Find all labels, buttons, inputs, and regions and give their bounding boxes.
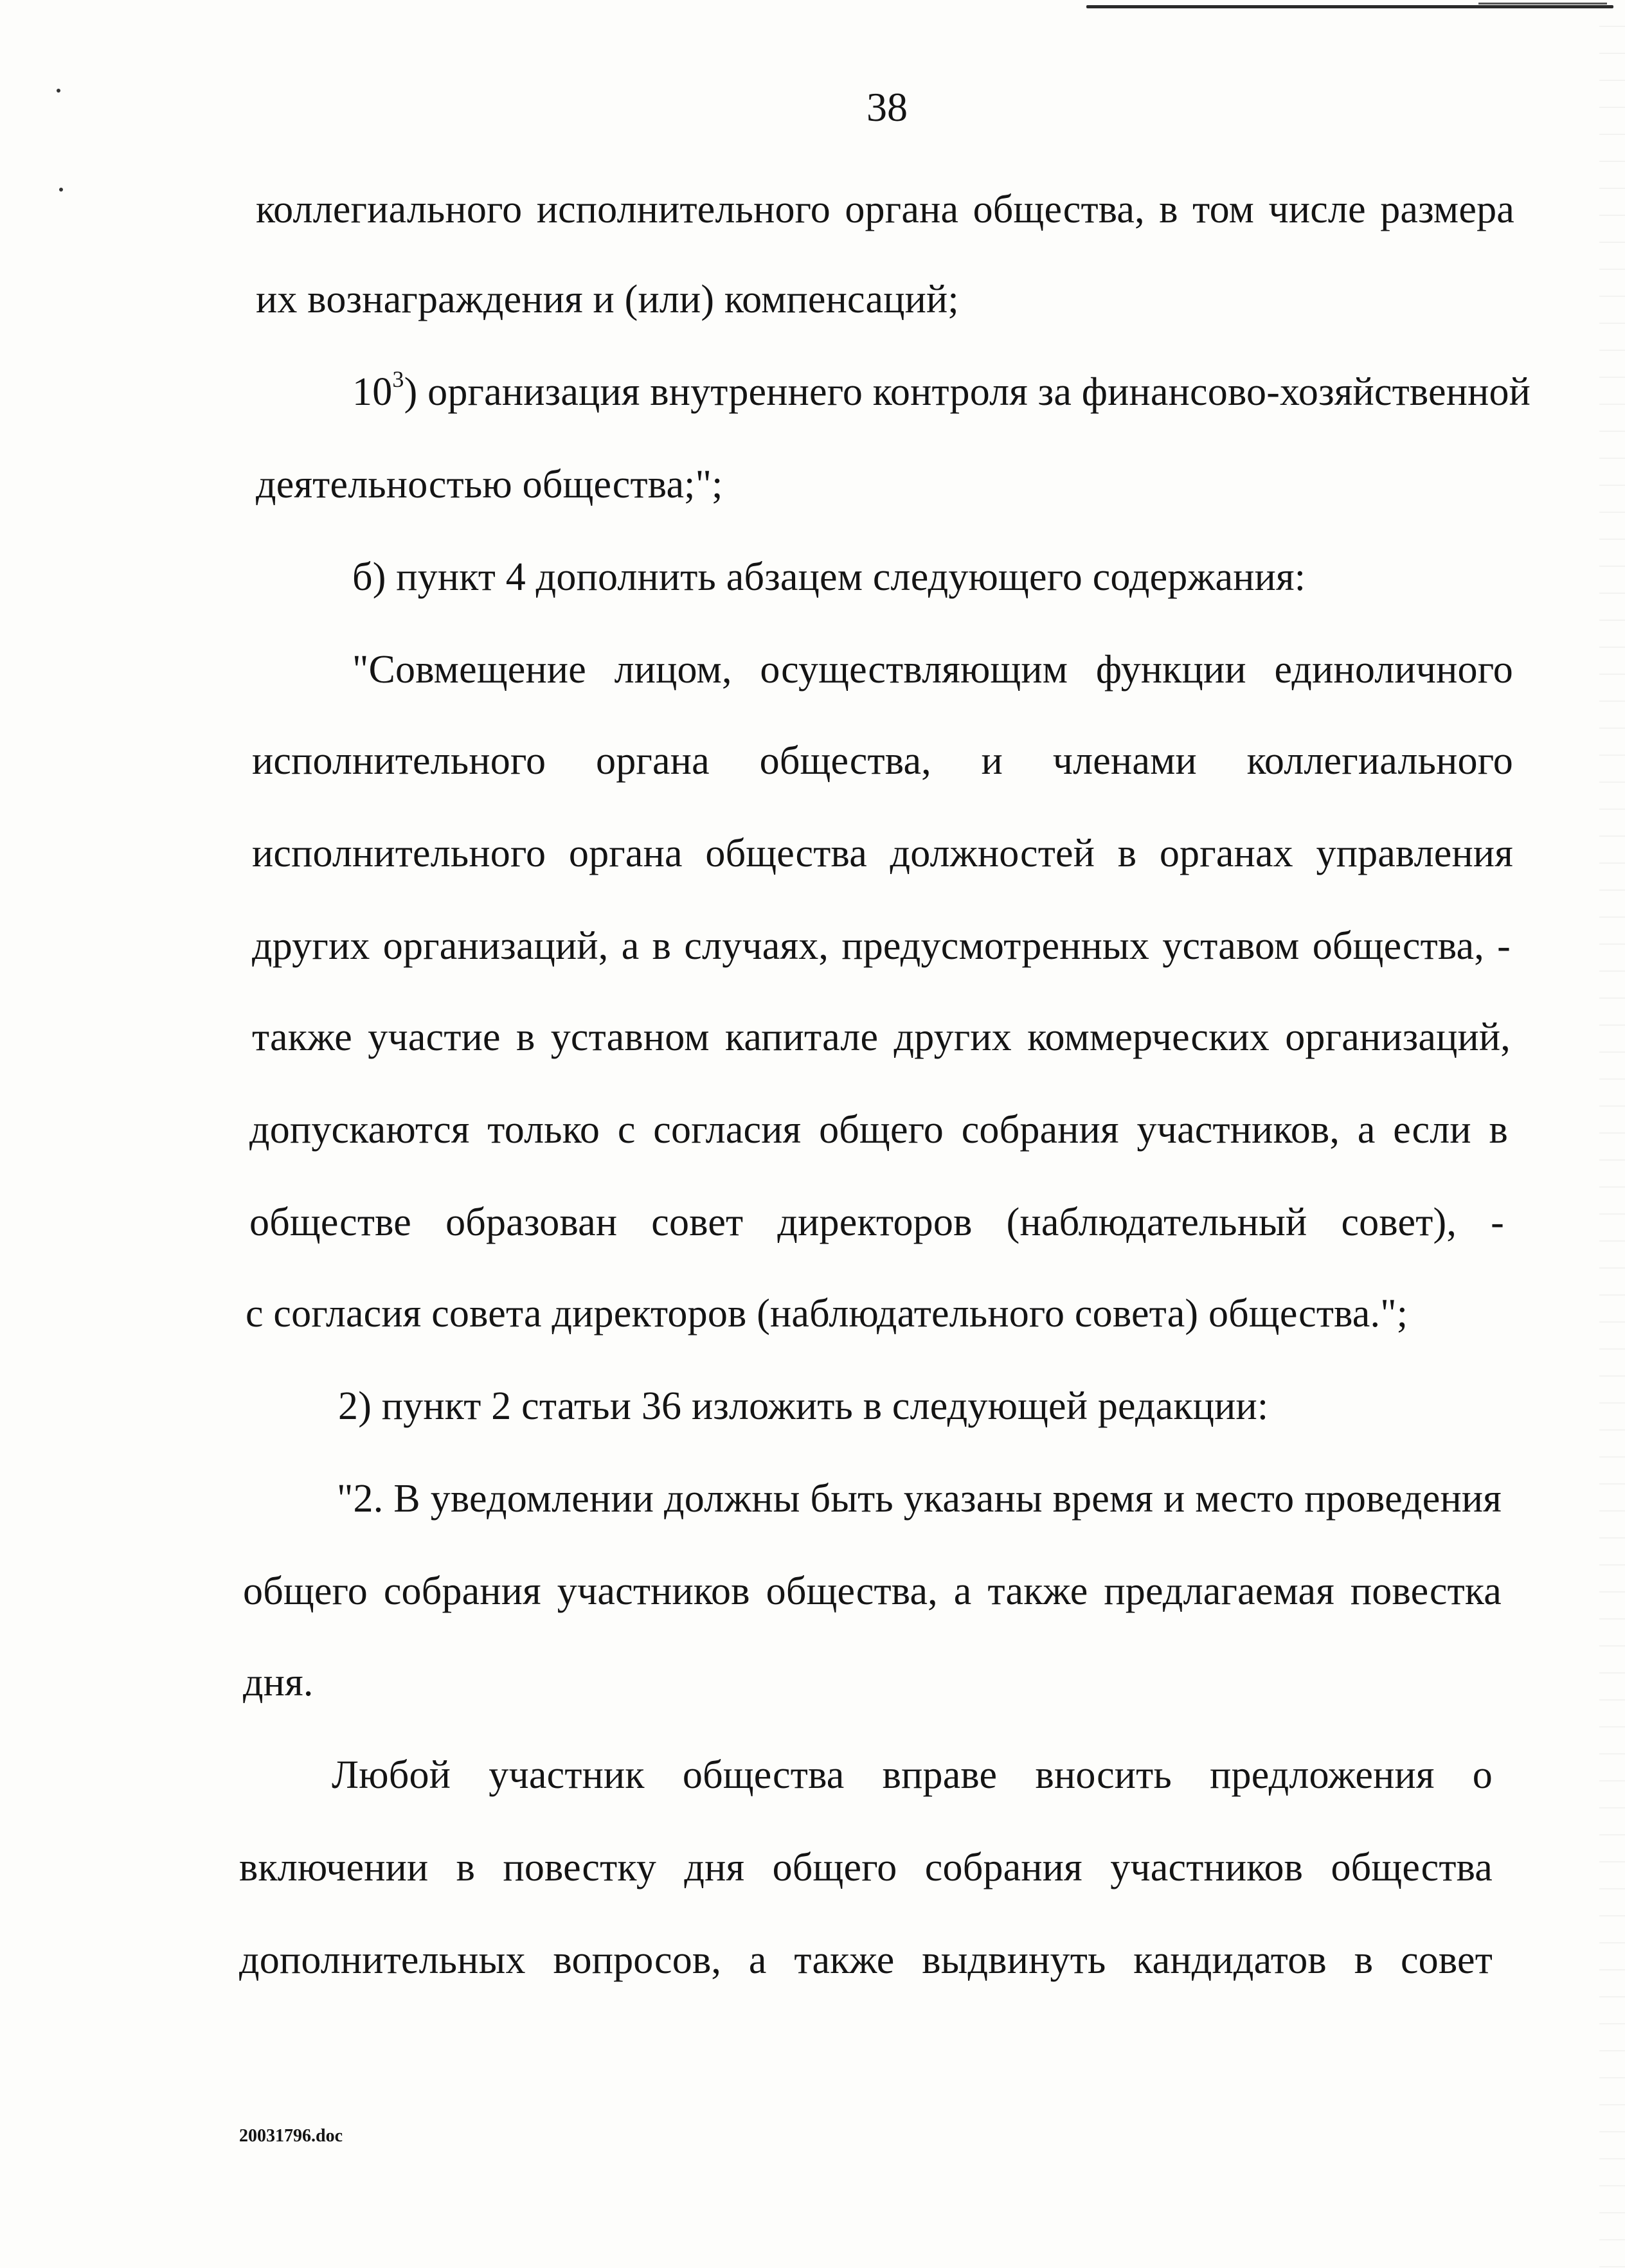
text-line: обществе образован совет директоров (наблюдательный совет), - (249, 1201, 1504, 1244)
text-line: включении в повестку дня общего собрания участников общества (239, 1846, 1493, 1889)
scan-speck (59, 188, 63, 192)
footer-filename: 20031796.doc (239, 2126, 343, 2146)
text-line: деятельностью общества;"; (256, 463, 723, 506)
scan-edge (1599, 0, 1625, 2268)
text-line: 2) пункт 2 статьи 36 изложить в следующей редакции: (338, 1384, 1269, 1428)
scan-top-rule (1086, 5, 1613, 8)
text-line: исполнительного органа общества должностей в органах управления (252, 832, 1513, 875)
superscript: 3 (392, 366, 404, 392)
text-line: исполнительного органа общества, и членами коллегиального (252, 739, 1513, 783)
text-line: б) пункт 4 дополнить абзацем следующего содержания: (352, 555, 1306, 599)
text-line: дня. (243, 1661, 314, 1704)
text-line: других организаций, а в случаях, предусмотренных уставом общества, - (252, 924, 1511, 968)
text-line: дополнительных вопросов, а также выдвинуть кандидатов в совет (239, 1938, 1493, 1982)
page-number: 38 (866, 84, 908, 130)
text-line: с согласия совета директоров (наблюдательного совета) общества."; (246, 1292, 1408, 1335)
text-line: допускаются только с согласия общего собрания участников, а если в (249, 1108, 1508, 1152)
text-line (352, 366, 1531, 415)
item-text: ) организация внутреннего контроля за финансово-хозяйственной (404, 370, 1531, 414)
text-line: также участие в уставном капитале других коммерческих организаций, (252, 1015, 1511, 1059)
text-line: Любой участник общества вправе вносить предложения о (332, 1753, 1493, 1797)
text-line: "2. В уведомлении должны быть указаны время и место проведения (337, 1477, 1502, 1521)
text-line: "Совмещение лицом, осуществляющим функции единоличного (352, 648, 1513, 692)
text-line: коллегиального исполнительного органа общества, в том числе размера (256, 188, 1514, 231)
scan-top-rule-thin (1478, 3, 1607, 4)
text-line: общего собрания участников общества, а также предлагаемая повестка (243, 1569, 1502, 1613)
item-number: 10 (352, 370, 393, 414)
text-line: их вознаграждения и (или) компенсаций; (256, 278, 959, 321)
